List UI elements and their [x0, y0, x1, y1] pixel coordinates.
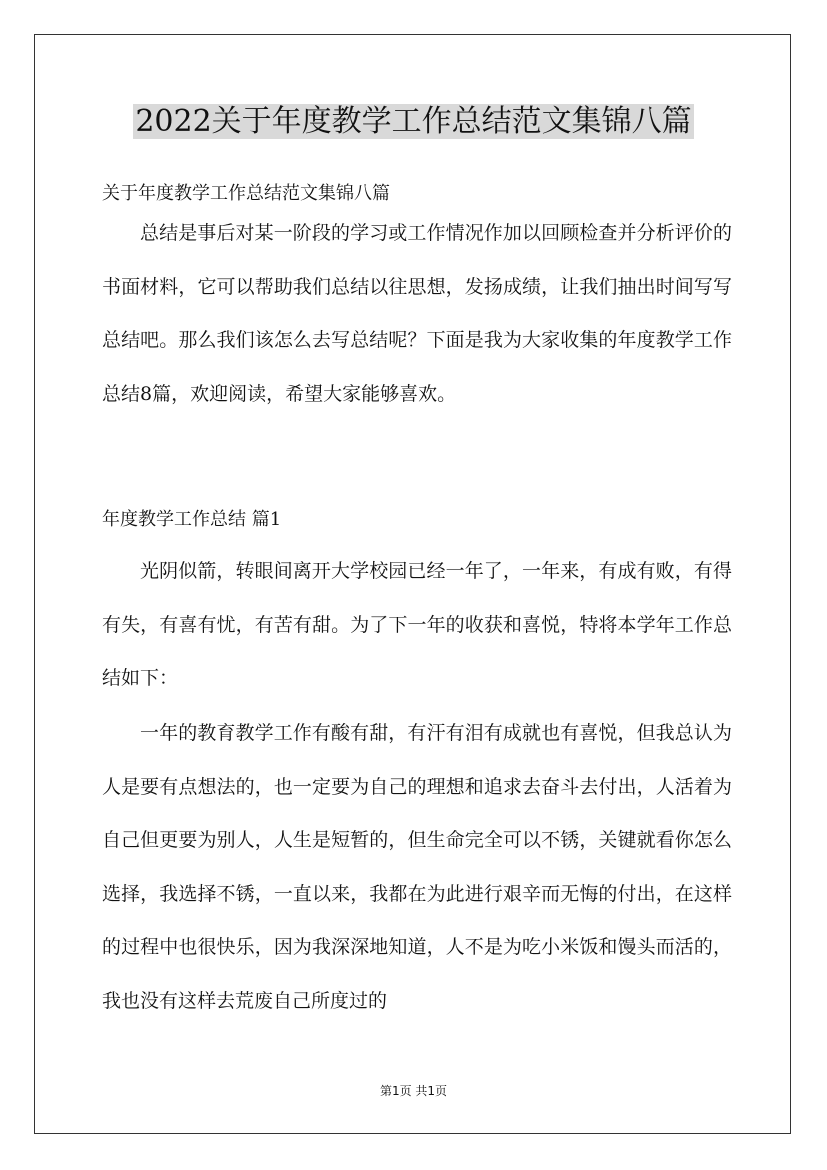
- document-title: [0, 100, 827, 144]
- document-subtitle: 关于年度教学工作总结范文集锦八篇: [102, 183, 390, 204]
- body-paragraph-2: 一年的教育教学工作有酸有甜，有汗有泪有成就也有喜悦，但我总认为人是要有点想法的，也一定要为自己的理想和追求去奋斗去付出，人活着为自己但更要为别人，人生是短暂的，但生命完全可以不锈，关键就看你怎么选择，我选择不锈，一直以来，我都在为此进行艰辛而无悔的付出，在这样的过程中也很快乐，因为我深深地知道，人不是为吃小米饭和馒头而活的，我也没有这样去荒废自己所度过的: [102, 722, 732, 1012]
- intro-paragraph: 总结是事后对某一阶段的学习或工作情况作加以回顾检查并分析评价的书面材料，它可以帮助我们总结以往思想，发扬成绩，让我们抽出时间写写总结吧。那么我们该怎么去写总结呢？下面是我为大家收集的年度教学工作总结8篇，欢迎阅读，希望大家能够喜欢。: [102, 222, 732, 405]
- section-heading: 年度教学工作总结 篇1: [102, 509, 282, 530]
- body-paragraph-1: 光阴似箭，转眼间离开大学校园已经一年了，一年来，有成有败，有得有失，有喜有忧，有苦有甜。为了下一年的收获和喜悦，特将本学年工作总结如下：: [102, 560, 732, 689]
- page-footer: 第1页 共1页: [379, 1084, 448, 1098]
- document-title-text: 2022关于年度教学工作总结范文集锦八篇: [135, 104, 692, 139]
